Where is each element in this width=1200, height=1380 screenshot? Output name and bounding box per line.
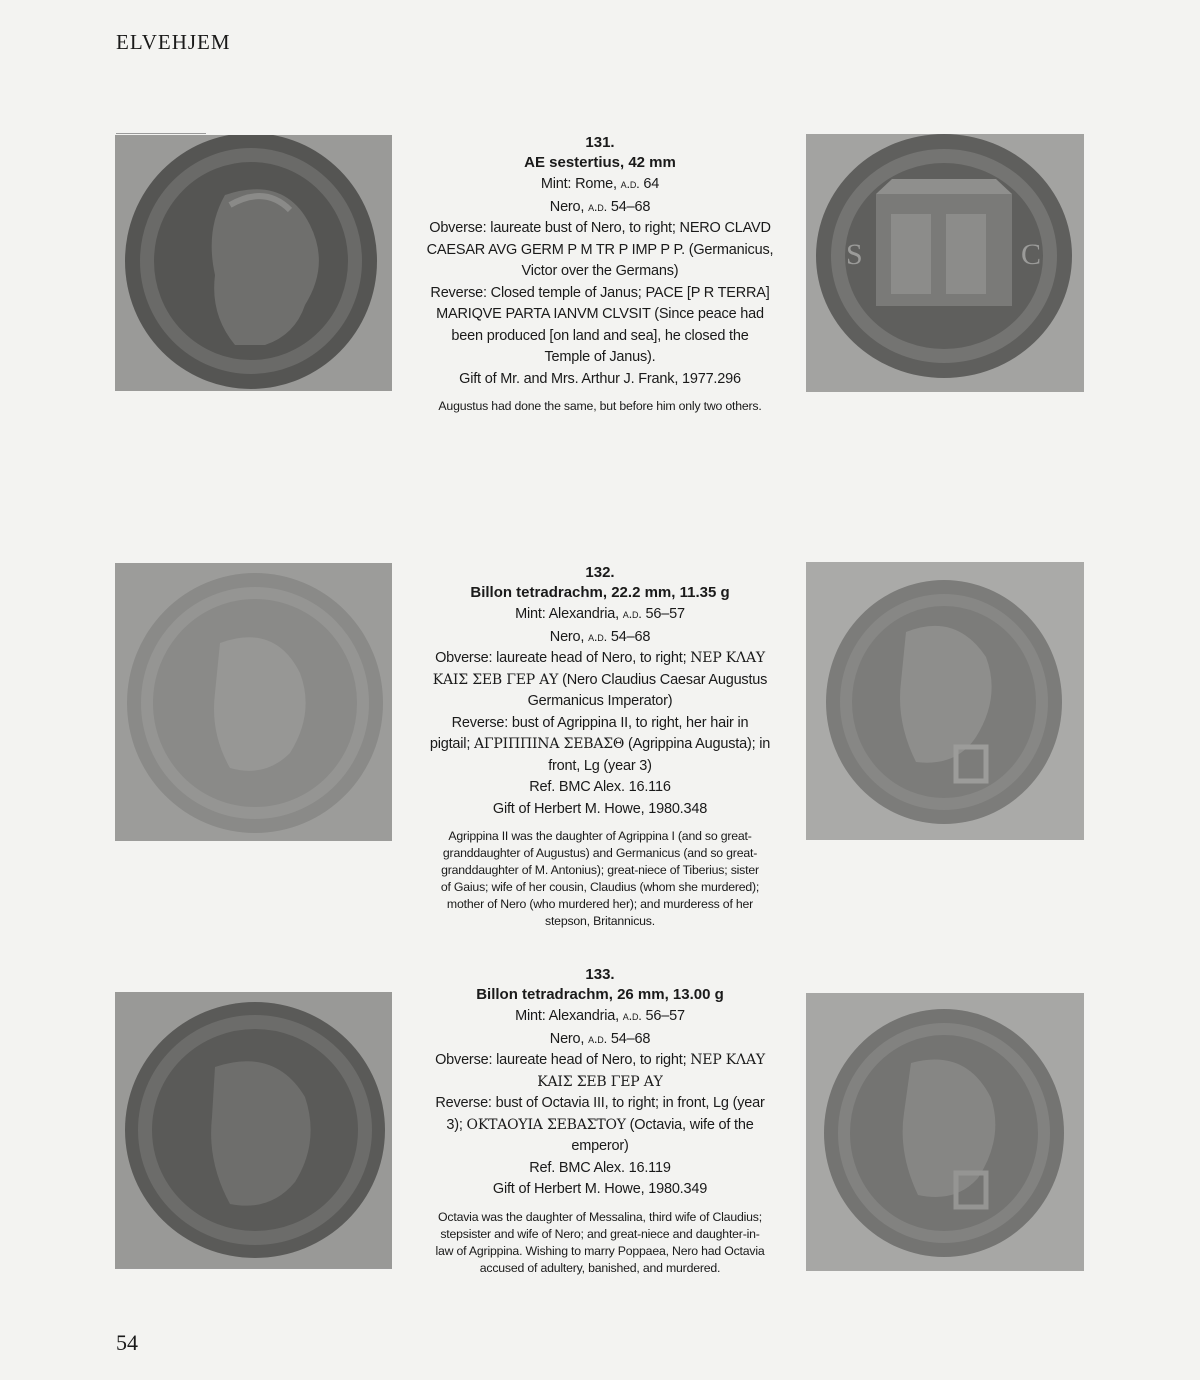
entry-reverse: front, Lg (year 3) — [548, 757, 652, 774]
entry-reverse: Reverse: bust of Agrippina II, to right, her hair in — [451, 714, 749, 731]
entry-title: Billon tetradrachm, 22.2 mm, 11.35 g — [470, 584, 730, 601]
entry-reverse: been produced [on land and sea], he closed the — [451, 327, 749, 344]
entry-note: Octavia was the daughter of Messalina, third wife of Claudius; stepsister and wife of Nero; and great-niece and daughter-in- law of Agrippina. Wishing to marry Poppaea, Nero had Octavia accused of adultery, banished, and murdered. — [435, 1209, 765, 1275]
entry-note: Augustus had done the same, but before him only two others. — [438, 399, 762, 413]
coin-131-obverse-photo — [115, 135, 392, 391]
entry-note: Agrippina II was the daughter of Agrippina I (and so great- granddaughter of Augustus) and Germanicus (and so great- granddaughter of M. Antonius); great-niece of Tiberius; sister of Gaius; wife of her cousin, Claudius (whom she murdered); mother of Nero (who murdered her); and murderess of her stepson, Britannicus. — [440, 829, 760, 928]
entry-reverse: emperor) — [571, 1138, 629, 1154]
entry-reverse: Reverse: Closed temple of Janus; PACE [P R TERRA] — [430, 284, 770, 301]
catalog-entry-131 — [405, 133, 795, 415]
running-head: ELVEHJEM — [116, 30, 231, 54]
entry-obverse: Obverse: laureate head of Nero, to right; ΝΕΡ ΚΛΑΥ — [435, 650, 765, 666]
entry-reverse: Reverse: bust of Octavia III, to right; in front, Lg (year — [435, 1095, 765, 1111]
entry-ref: Ref. BMC Alex. 16.119 — [529, 1159, 671, 1176]
entry-ruler: Nero, a.d. 54–68 — [549, 198, 651, 215]
entry-reverse: 3); ΟΚΤΑΟΥΙΑ ΣΕΒΑΣΤΟΥ (Octavia, wife of the — [446, 1116, 754, 1133]
entry-title: Billon tetradrachm, 26 mm, 13.00 g — [476, 986, 724, 1003]
entry-ref: Ref. BMC Alex. 16.116 — [529, 779, 671, 795]
entry-gift: Gift of Herbert M. Howe, 1980.348 — [492, 800, 708, 817]
photo-rule — [116, 133, 206, 134]
photo-rule — [116, 1268, 392, 1269]
entry-mint: Mint: Rome, a.d. 64 — [540, 176, 660, 192]
entry-obverse: Germanicus Imperator) — [527, 693, 673, 709]
entry-obverse: Victor over the Germans) — [521, 263, 679, 279]
svg-text:C: C — [1021, 238, 1042, 271]
coin-133-reverse-photo — [806, 993, 1084, 1271]
entry-obverse: Obverse: laureate bust of Nero, to right; NERO CLAVD — [429, 220, 771, 236]
entry-ruler: Nero, a.d. 54–68 — [549, 1030, 651, 1047]
entry-mint: Mint: Alexandria, a.d. 56–57 — [515, 606, 685, 622]
catalog-entry-132 — [405, 563, 795, 930]
entry-reverse: Temple of Janus). — [544, 349, 656, 365]
entry-obverse: Obverse: laureate head of Nero, to right; ΝΕΡ ΚΛΑΥ — [435, 1052, 765, 1068]
entry-gift: Gift of Herbert M. Howe, 1980.349 — [492, 1181, 708, 1197]
entry-reverse: MARIQVE PARTA IANVM CLVSIT (Since peace had — [436, 306, 764, 322]
svg-text:S: S — [846, 238, 863, 271]
catalog-entry-133 — [405, 965, 795, 1277]
coin-132-obverse-photo — [115, 563, 392, 841]
entry-obverse: CAESAR AVG GERM P M TR P IMP P P. (Germanicus, — [426, 241, 774, 258]
page-number: 54 — [116, 1330, 138, 1355]
entry-number: 131. — [585, 134, 615, 151]
entry-number: 133. — [585, 966, 615, 983]
entry-title: AE sestertius, 42 mm — [524, 154, 676, 171]
entry-number: 132. — [585, 564, 615, 581]
coin-131-reverse-photo — [806, 134, 1084, 392]
coin-133-obverse-photo — [115, 992, 392, 1269]
entry-reverse: pigtail; ΑΓΡΙΠΠΙΝΑ ΣΕΒΑΣΘ (Agrippina Augusta); in — [429, 736, 771, 752]
entry-obverse: ΚΑΙΣ ΣΕΒ ΓΕΡ ΑΥ (Nero Claudius Caesar Augustus — [432, 671, 768, 688]
entry-mint: Mint: Alexandria, a.d. 56–57 — [515, 1008, 685, 1024]
coin-132-reverse-photo — [806, 562, 1084, 840]
entry-gift: Gift of Mr. and Mrs. Arthur J. Frank, 1977.296 — [459, 370, 741, 387]
entry-ruler: Nero, a.d. 54–68 — [549, 628, 651, 645]
entry-obverse: ΚΑΙΣ ΣΕΒ ΓΕΡ ΑΥ — [537, 1073, 663, 1090]
